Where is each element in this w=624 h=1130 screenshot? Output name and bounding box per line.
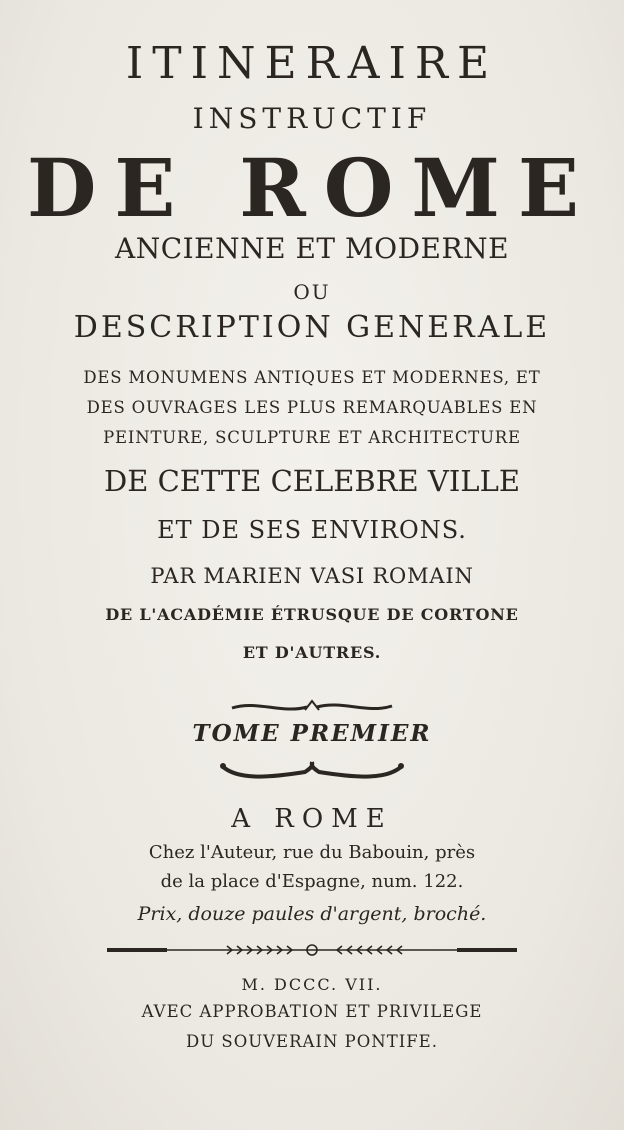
approbation-line-2: DU SOUVERAIN PONTIFE.: [186, 1032, 438, 1051]
year-line: M. DCCC. VII.: [241, 975, 383, 994]
scroll-flourish-top: [0, 698, 624, 716]
description-line-3: PEINTURE, SCULPTURE ET ARCHITECTURE: [103, 428, 521, 447]
place-line: A ROME: [231, 804, 393, 834]
title-line-de-rome: DE ROME: [27, 141, 597, 235]
description-line-4: DE CETTE CELEBRE VILLE: [103, 464, 520, 498]
author-line: PAR MARIEN VASI ROMAIN: [150, 564, 474, 588]
subtitle-description: DESCRIPTION GENERALE: [73, 310, 551, 345]
subtitle-ou: OU: [293, 280, 331, 304]
volume-line: TOME PREMIER: [192, 720, 432, 747]
description-line-5: ET DE SES ENVIRONS.: [157, 516, 467, 544]
publisher-line-2: de la place d'Espagne, num. 122.: [160, 871, 464, 892]
affiliation-line: DE L'ACADÉMIE ÉTRUSQUE DE CORTONE: [105, 605, 519, 624]
description-line-1: DES MONUMENS ANTIQUES ET MODERNES, ET: [83, 368, 541, 387]
title-line-itineraire: ITINERAIRE: [125, 38, 499, 89]
publisher-line-1: Chez l'Auteur, rue du Babouin, près: [148, 842, 476, 863]
chain-rule: [0, 943, 624, 957]
affiliation-line-2: ET D'AUTRES.: [242, 643, 382, 662]
approbation-line-1: AVEC APPROBATION ET PRIVILEGE: [141, 1002, 483, 1021]
description-line-2: DES OUVRAGES LES PLUS REMARQUABLES EN: [86, 398, 538, 417]
title-line-instructif: INSTRUCTIF: [192, 102, 432, 135]
price-line: Prix, douze paules d'argent, broché.: [137, 903, 487, 925]
subtitle-ancienne-moderne: ANCIENNE ET MODERNE: [114, 232, 510, 265]
scroll-flourish-bottom: [0, 758, 624, 782]
